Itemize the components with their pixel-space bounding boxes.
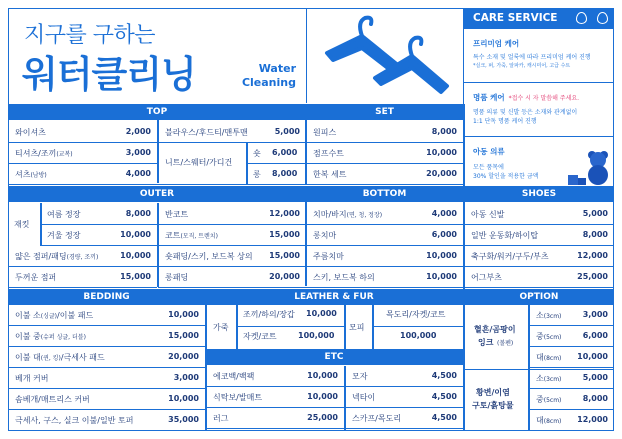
bedding-header: BEDDING bbox=[8, 289, 205, 305]
item-price: 10,000 bbox=[426, 272, 457, 281]
etc-item bbox=[345, 366, 463, 387]
divider bbox=[344, 305, 346, 349]
option-size bbox=[529, 326, 614, 347]
item-note: (3cm) bbox=[543, 376, 562, 383]
item-price: 15,000 bbox=[168, 331, 199, 340]
water-cleaning-label bbox=[240, 62, 296, 90]
item-price: 10,000 bbox=[577, 352, 608, 361]
top-header: TOP bbox=[8, 104, 306, 120]
item-price: 8,000 bbox=[582, 394, 608, 403]
bedding-item bbox=[8, 347, 205, 368]
outer-item bbox=[40, 204, 157, 225]
item-name: 치마/바지(면, 청, 정장) bbox=[313, 210, 383, 219]
shoes-item bbox=[464, 267, 614, 288]
item-price: 20,000 bbox=[426, 169, 457, 178]
item-name: 티셔츠/조끼(교복) bbox=[15, 149, 73, 158]
option-group1-sub: (볼펜) bbox=[497, 340, 514, 347]
luxury-care-desc1: 명품 의류 및 신발 등은 소재와 관계없이 bbox=[473, 109, 578, 116]
item-name: 스카프/목도리 bbox=[352, 414, 402, 423]
item-note: (남방) bbox=[30, 172, 47, 179]
item-price: 5,000 bbox=[274, 127, 300, 136]
item-name: 와이셔츠 bbox=[15, 128, 46, 137]
item-name: 소(3cm) bbox=[536, 374, 562, 383]
fur-item: 목도리/자켓/코트 bbox=[386, 310, 446, 319]
item-name: 롱치마 bbox=[313, 231, 337, 240]
water-drop-icon bbox=[576, 12, 587, 24]
knit-label: 니트/스웨터/가디건 bbox=[165, 158, 233, 167]
premium-care-desc: 특수 소재 및 얼룩에 따라 프리미엄 케어 진행 bbox=[473, 54, 591, 61]
shoes-item bbox=[464, 246, 614, 267]
item-name: 주름치마 bbox=[313, 252, 344, 261]
divider bbox=[373, 326, 463, 327]
item-name: 얇은 점퍼/패딩(경량, 조끼) bbox=[15, 252, 99, 261]
item-name: 블라우스/후드티/맨투맨 bbox=[165, 128, 248, 137]
bedding-item bbox=[8, 410, 205, 431]
item-name: 원피스 bbox=[313, 128, 337, 137]
option-size bbox=[529, 305, 614, 326]
item-name-suffix: /이불 패드 bbox=[57, 311, 94, 320]
top-item bbox=[8, 164, 157, 185]
item-name: 중(5cm) bbox=[536, 332, 562, 341]
divider bbox=[246, 143, 248, 185]
item-name: 넥타이 bbox=[352, 393, 376, 402]
item-note: (싱글) bbox=[40, 313, 58, 320]
etc-item bbox=[206, 366, 344, 387]
option-size bbox=[529, 410, 614, 431]
bedding-item bbox=[8, 368, 205, 389]
outer-item bbox=[158, 225, 306, 246]
knit-short-price: 6,000 bbox=[272, 148, 298, 157]
care-service-panel bbox=[463, 8, 614, 208]
item-price: 8,000 bbox=[125, 209, 151, 218]
item-name: 두꺼운 점퍼 bbox=[15, 273, 57, 282]
divider bbox=[236, 305, 238, 349]
divider bbox=[344, 366, 346, 431]
title-line1: 지구를 구하는 bbox=[24, 23, 156, 48]
item-price: 4,500 bbox=[431, 392, 457, 401]
item-name: 러그 bbox=[213, 414, 229, 423]
premium-care-title: 프리미엄 케어 bbox=[473, 39, 520, 48]
item-price: 10,000 bbox=[120, 230, 151, 239]
item-name: 한복 세트 bbox=[313, 170, 347, 179]
water-drop-icon bbox=[597, 12, 608, 24]
item-note: (경량, 조끼) bbox=[66, 254, 99, 261]
item-name: 솜베개/매트리스 커버 bbox=[15, 395, 90, 404]
item-price: 20,000 bbox=[168, 352, 199, 361]
item-price: 10,000 bbox=[426, 148, 457, 157]
outer-item bbox=[158, 267, 306, 288]
hanger-icon bbox=[307, 8, 462, 103]
knit-long-label: 롱 bbox=[253, 170, 261, 179]
leather-price: 100,000 bbox=[298, 331, 335, 340]
item-name: 중(5cm) bbox=[536, 395, 562, 404]
item-name: 식탁보/발매트 bbox=[213, 393, 263, 402]
item-price: 15,000 bbox=[269, 230, 300, 239]
kids-care bbox=[464, 136, 614, 191]
item-note: (슈퍼 싱글, 더블) bbox=[40, 334, 86, 341]
care-service-title: CARE SERVICE bbox=[473, 12, 558, 24]
divider bbox=[247, 163, 306, 164]
item-price: 35,000 bbox=[168, 415, 199, 424]
item-name: 축구화/워커/구두/부츠 bbox=[471, 252, 549, 261]
item-note: (모직, 트렌치) bbox=[180, 233, 218, 240]
item-price: 4,000 bbox=[125, 169, 151, 178]
care-service-header bbox=[464, 8, 614, 29]
fur-price: 100,000 bbox=[400, 331, 437, 340]
item-price: 3,000 bbox=[125, 148, 151, 157]
top-item bbox=[8, 143, 157, 164]
item-name: 반코트 bbox=[165, 210, 189, 219]
item-name: 베개 커버 bbox=[15, 374, 49, 383]
leather-item: 자켓/코트 bbox=[243, 332, 277, 341]
item-price: 20,000 bbox=[269, 272, 300, 281]
teddy-bear-icon bbox=[564, 147, 610, 187]
kids-care-desc1: 모든 품목에 bbox=[473, 164, 504, 171]
item-name: 소(3cm) bbox=[536, 311, 562, 320]
outer-item bbox=[8, 267, 157, 288]
item-price: 15,000 bbox=[120, 272, 151, 281]
option-size bbox=[529, 347, 614, 368]
item-price: 3,000 bbox=[173, 373, 199, 382]
item-name: 이불 대(퀸, 킹)/극세사 패드 bbox=[15, 353, 105, 362]
bottom-item bbox=[306, 267, 463, 288]
bottom-header: BOTTOM bbox=[306, 186, 463, 202]
item-price: 10,000 bbox=[168, 310, 199, 319]
item-name: 셔츠(남방) bbox=[15, 170, 47, 179]
jacket-label: 재킷 bbox=[14, 220, 30, 229]
item-name: 일반 운동화/하이탑 bbox=[471, 231, 539, 240]
item-price: 5,000 bbox=[582, 373, 608, 382]
outer-item bbox=[40, 225, 157, 246]
item-price: 25,000 bbox=[577, 272, 608, 281]
item-name: 에코백/백팩 bbox=[213, 372, 255, 381]
item-price: 4,500 bbox=[431, 371, 457, 380]
item-name: 숏패딩/스키, 보드복 상의 bbox=[165, 252, 253, 261]
leather-item: 조끼/하의/장갑 bbox=[243, 310, 295, 319]
item-price: 15,000 bbox=[269, 251, 300, 260]
set-header: SET bbox=[306, 104, 463, 120]
knit-long-price: 8,000 bbox=[272, 169, 298, 178]
option-group1-label: 혈흔/곰팡이 bbox=[474, 325, 516, 334]
kids-care-title: 아동 의류 bbox=[473, 147, 505, 156]
bottom-item bbox=[306, 204, 463, 225]
shoes-item bbox=[464, 204, 614, 225]
outer-item bbox=[158, 246, 306, 267]
item-name: 대(8cm) bbox=[536, 353, 562, 362]
item-name: 여름 정장 bbox=[47, 210, 81, 219]
etc-item bbox=[206, 387, 344, 408]
option-header: OPTION bbox=[464, 289, 614, 305]
luxury-care-note: *접수 시 자 말씀해 주세요. bbox=[508, 95, 580, 102]
etc-header: ETC bbox=[205, 349, 463, 365]
outer-header: OUTER bbox=[8, 186, 306, 202]
item-price: 10,000 bbox=[168, 394, 199, 403]
premium-care bbox=[464, 29, 614, 82]
item-price: 3,000 bbox=[582, 310, 608, 319]
hanger-illustration bbox=[306, 8, 463, 103]
item-name: 이불 중(슈퍼 싱글, 더블) bbox=[15, 332, 86, 341]
item-price: 10,000 bbox=[426, 251, 457, 260]
luxury-care bbox=[464, 82, 614, 136]
item-note: (5cm) bbox=[543, 334, 562, 341]
set-item bbox=[306, 164, 463, 185]
top-item bbox=[8, 122, 157, 143]
divider bbox=[372, 305, 374, 349]
item-price: 25,000 bbox=[307, 413, 338, 422]
set-item bbox=[306, 143, 463, 164]
item-price: 2,000 bbox=[125, 127, 151, 136]
item-note: (퀸, 킹) bbox=[40, 355, 61, 362]
shoes-header: SHOES bbox=[464, 186, 614, 202]
kids-care-desc2: 30% 할인을 적용한 금액 bbox=[473, 173, 539, 180]
outer-item bbox=[158, 204, 306, 225]
leather-label: 가죽 bbox=[213, 323, 229, 332]
item-name: 이불 소(싱글)/이불 패드 bbox=[15, 311, 94, 320]
knit-short-label: 숏 bbox=[253, 149, 261, 158]
leather-price: 10,000 bbox=[306, 309, 337, 318]
item-note: (8cm) bbox=[543, 418, 562, 425]
option-group1-label: 잉크 bbox=[478, 338, 494, 347]
bottom-item bbox=[306, 225, 463, 246]
item-note: (5cm) bbox=[543, 397, 562, 404]
item-price: 10,000 bbox=[120, 251, 151, 260]
item-note: (8cm) bbox=[543, 355, 562, 362]
item-note: (교복) bbox=[56, 151, 73, 158]
leather-header: LEATHER & FUR bbox=[205, 289, 463, 305]
item-name: 극세사, 구스, 실크 이불/일반 토퍼 bbox=[15, 416, 134, 425]
set-item bbox=[306, 122, 463, 143]
item-name: 코트(모직, 트렌치) bbox=[165, 231, 218, 240]
item-price: 8,000 bbox=[582, 230, 608, 239]
divider bbox=[8, 184, 306, 185]
item-name: 어그부츠 bbox=[471, 273, 502, 282]
item-price: 5,000 bbox=[582, 209, 608, 218]
item-name: 롱패딩 bbox=[165, 273, 189, 282]
top-item bbox=[158, 122, 306, 143]
item-name: 점프수트 bbox=[313, 149, 344, 158]
etc-item bbox=[206, 408, 344, 429]
item-price: 4,000 bbox=[431, 209, 457, 218]
item-price: 10,000 bbox=[307, 371, 338, 380]
item-price: 4,500 bbox=[431, 413, 457, 422]
item-price: 8,000 bbox=[431, 127, 457, 136]
premium-care-sub: *실크, 퍼, 가죽, 알파카, 캐시미어, 고급 수트 bbox=[473, 63, 571, 69]
luxury-care-title: 명품 케어 bbox=[473, 93, 505, 102]
item-price: 12,000 bbox=[269, 209, 300, 218]
bedding-item bbox=[8, 326, 205, 347]
item-price: 12,000 bbox=[577, 251, 608, 260]
item-note: (3cm) bbox=[543, 313, 562, 320]
item-note: (면, 청, 정장) bbox=[346, 212, 383, 219]
item-price: 10,000 bbox=[307, 392, 338, 401]
outer-item bbox=[8, 246, 157, 267]
divider bbox=[237, 326, 344, 327]
option-size bbox=[529, 389, 614, 410]
item-name: 대(8cm) bbox=[536, 416, 562, 425]
fur-label: 모피 bbox=[349, 323, 365, 332]
option-group2-label: 구토/흙탕물 bbox=[472, 401, 514, 410]
item-name-suffix: /극세사 패드 bbox=[60, 353, 105, 362]
item-name: 아동 신발 bbox=[471, 210, 505, 219]
luxury-care-desc2: 1:1 단독 명품 케어 진행 bbox=[473, 118, 537, 125]
item-price: 6,000 bbox=[582, 331, 608, 340]
etc-item bbox=[345, 387, 463, 408]
bottom-item bbox=[306, 246, 463, 267]
item-name: 스키, 보드복 하의 bbox=[313, 273, 375, 282]
bedding-item bbox=[8, 305, 205, 326]
title-line2: 워터클리닝 bbox=[22, 53, 196, 96]
shoes-item bbox=[464, 225, 614, 246]
item-name: 겨울 정장 bbox=[47, 231, 81, 240]
item-name: 모자 bbox=[352, 372, 368, 381]
cleaning-label: Cleaning bbox=[241, 76, 296, 89]
water-label: Water bbox=[258, 62, 296, 75]
item-price: 12,000 bbox=[577, 415, 608, 424]
etc-item bbox=[345, 408, 463, 429]
item-price: 6,000 bbox=[431, 230, 457, 239]
bedding-item bbox=[8, 389, 205, 410]
option-size bbox=[529, 368, 614, 389]
option-group2-label: 황변/이염 bbox=[476, 388, 510, 397]
